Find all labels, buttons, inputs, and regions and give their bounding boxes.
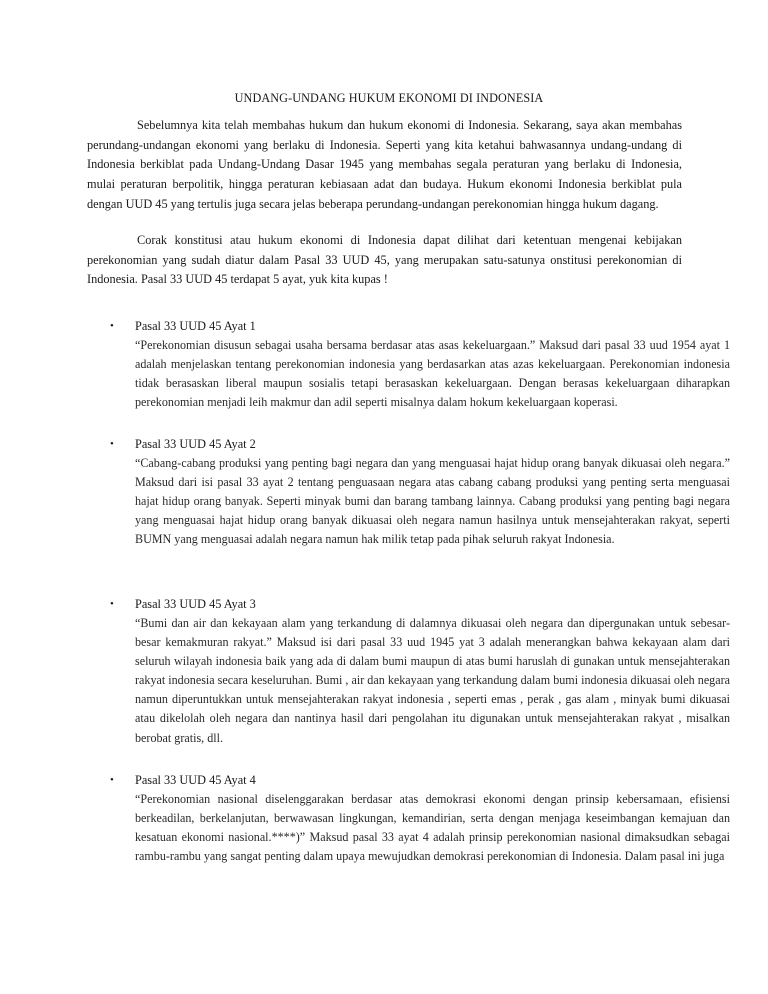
- bullet-icon: •: [110, 320, 114, 332]
- paragraph-konstitusi: Corak konstitusi atau hukum ekonomi di Indonesia dapat dilihat dari ketentuan mengenai kebijakan perekonomian yang sudah diatur dalam Pasal 33 UUD 45, yang merupakan satu-satunya onstitusi perekonomian di Indonesia. Pasal 33 UUD 45 terdapat 5 ayat, yuk kita kupas !: [87, 233, 682, 287]
- bullet-icon: •: [110, 438, 114, 450]
- document-title: UNDANG-UNDANG HUKUM EKONOMI DI INDONESIA: [234, 91, 544, 105]
- ayat-body: “Bumi dan air dan kekayaan alam yang terkandung di dalamnya dikuasai oleh negara dan dipergunakan untuk sebesar-besar kemakmuran rakyat.” Maksud isi dari pasal 33 uud 1945 yat 3 adalah menerangkan bahwa kekayaan alam dari seluruh wilayah indonesia baik yang ada di dalam bumi maupun di atas bumi haruslah di gunakan untuk mensejahterakan rakyat indonesia secara keseluruhan. Bumi , air dan kekayaan yang terkandung dalam bumi indonesia dikuasai oleh negara namun diperuntukkan untuk mensejahterakan rakyat indonesia , seperti emas , perak , gas alam , minyak bumi dikuasai atau dikelolah oleh negara dan nantinya hasil dari pengolahan itu digunakan untuk mensejahterakan rakyat , misalkan berobat gratis, dll.: [135, 616, 730, 745]
- ayat-body: “Perekonomian nasional diselenggarakan berdasar atas demokrasi ekonomi dengan prinsip kebersamaan, efisiensi berkeadilan, berkelanjutan, berwawasan lingkungan, kemandirian, serta dengan menjaga keseimbangan kemajuan dan kesatuan ekonomi nasional.****)” Maksud pasal 33 ayat 4 adalah prinsip perekonomian nasional dimaksudkan sebagai rambu-rambu yang sangat penting dalam upaya mewujudkan demokrasi perekonomian di Indonesia. Dalam pasal ini juga: [135, 792, 730, 864]
- ayat-heading: Pasal 33 UUD 45 Ayat 2: [135, 437, 256, 451]
- list-item-ayat-3: [87, 595, 730, 748]
- list-item-ayat-4: [87, 771, 730, 866]
- paragraph-intro: Sebelumnya kita telah membahas hukum dan hukum ekonomi di Indonesia. Sekarang, saya akan membahas perundang-undangan ekonomi yang berlaku di Indonesia. Seperti yang kita ketahui bahwasannya undang-undang di Indonesia berkiblat pada Undang-Undang Dasar 1945 yang membahas segala peraturan yang berlaku di Indonesia, mulai peraturan berpolitik, hingga peraturan kebiasaan adat dan budaya. Hukum ekonomi Indonesia berkiblat pula dengan UUD 45 yang tertulis juga secara jelas beberapa perundang-undangan perekonomian hingga hukum dagang.: [87, 118, 682, 211]
- ayat-heading: Pasal 33 UUD 45 Ayat 3: [135, 597, 256, 611]
- ayat-body: “Cabang-cabang produksi yang penting bagi negara dan yang menguasai hajat hidup orang banyak dikuasai oleh negara.” Maksud dari isi pasal 33 ayat 2 tentang penguasaan negara atas cabang cabang produksi yang penting serta menguasai hajat hidup orang banyak. Seperti minyak bumi dan barang tambang lainnya. Cabang produksi yang penting bagi negara yang menguasai hajat hidup orang banyak dikuasai oleh negara namun hasilnya untuk mensejahterakan rakyat, seperti BUMN yang menguasai adalah negara namun hak milik tetap pada pihak seluruh rakyat Indonesia.: [135, 456, 730, 547]
- bullet-icon: •: [110, 774, 114, 786]
- ayat-heading: Pasal 33 UUD 45 Ayat 1: [135, 319, 256, 333]
- ayat-body: “Perekonomian disusun sebagai usaha bersama berdasar atas asas kekeluargaan.” Maksud dari pasal 33 uud 1954 ayat 1 adalah menjelaskan tentang perekonomian indonesia yang berdasarkan atas azas kekeluargaan. Perekonomian indonesia tidak berasaskan liberal maupun sosialis tetapi berasaskan kekeluargaan. Dengan berasas kekeluargaan diharapkan perekonomian menjadi leih makmur dan adil seperti misalnya dalam hokum kekeluargaan koperasi.: [135, 338, 730, 410]
- list-item-ayat-1: [87, 317, 730, 412]
- bullet-icon: •: [110, 598, 114, 610]
- ayat-heading: Pasal 33 UUD 45 Ayat 4: [135, 773, 256, 787]
- list-item-ayat-2: [87, 435, 730, 549]
